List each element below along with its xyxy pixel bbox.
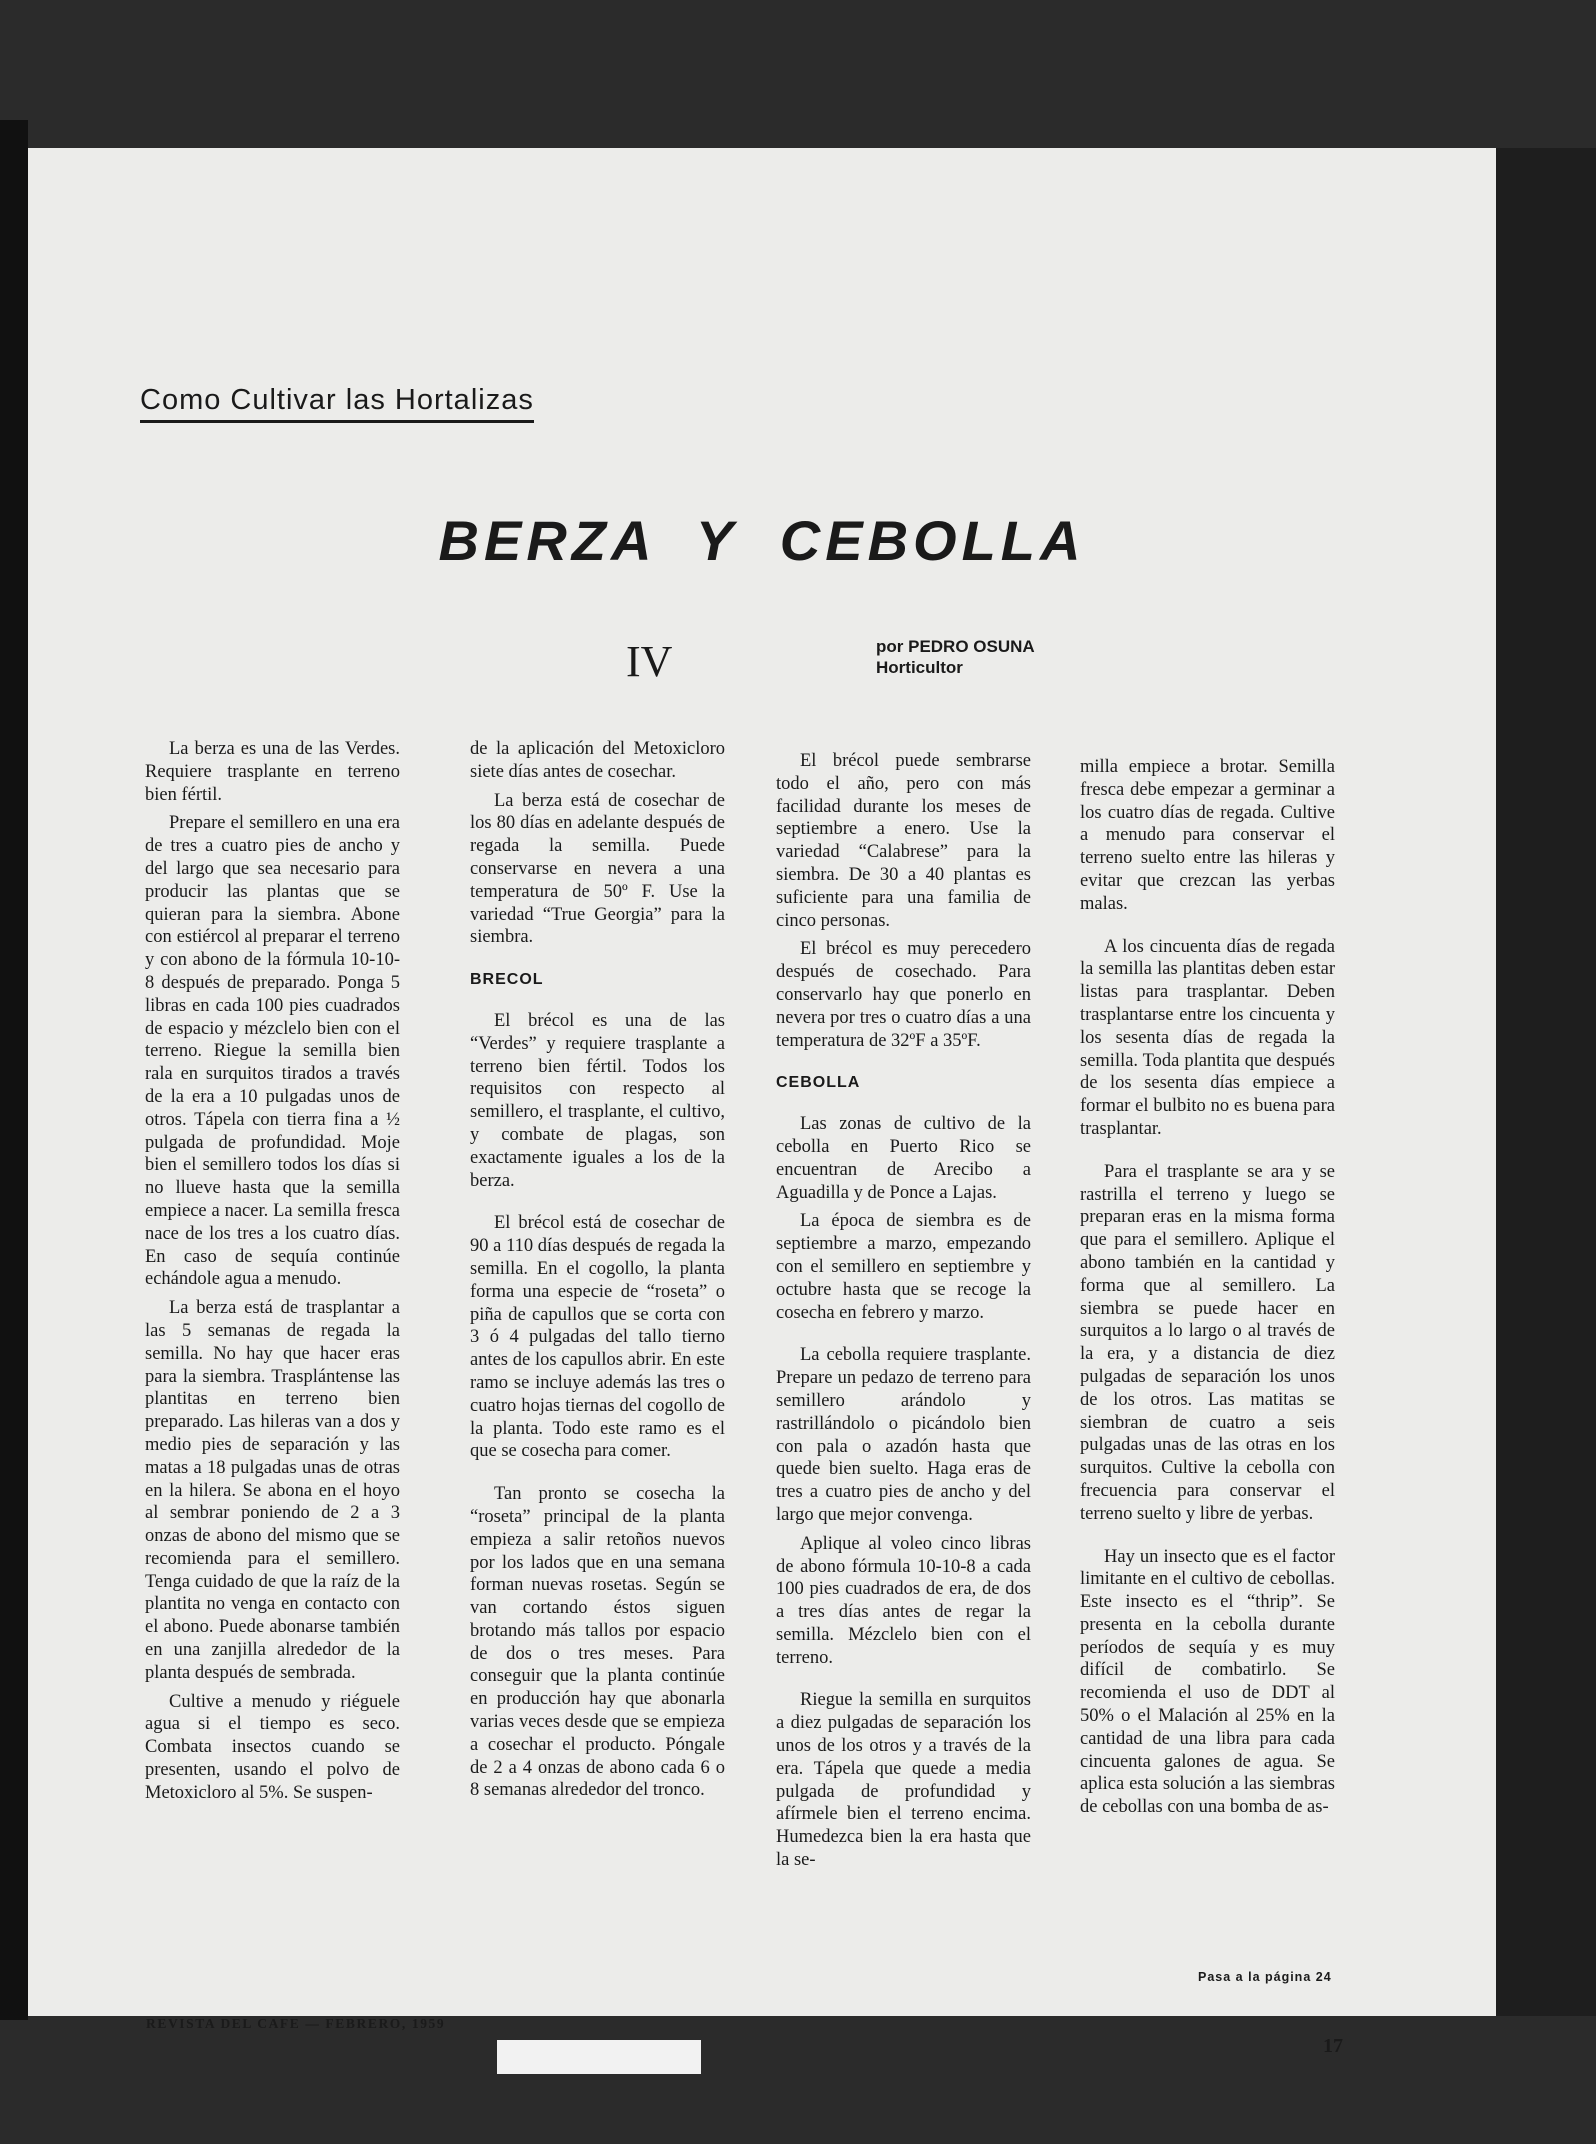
paragraph: El brécol puede sembrarse todo el año, pero con más facilidad durante los meses de septiembre a enero. Use la variedad “Calabrese” para la siembra. De 30 a 40 plantas es suficiente para una familia de cinco personas.: [776, 751, 1031, 931]
author-role: Horticultor: [876, 658, 963, 677]
paragraph: La berza está de trasplantar a las 5 semanas de regada la semilla. No hay que hacer eras para la siembra. Trasplántense las plantitas en terreno bien preparado. Las hileras van a dos y medio pies de separación y las matas a 18 pulgadas unas de otras en la hilera. Se abona en el hoyo al sembrar poniendo de 2 a 3 onzas de abono del mismo que se recomienda para el semillero. Tenga cuidado de que la raíz de la plantita no venga en contacto con el abono. Puede abonarse también en una zanjilla alrededor de la planta después de sembrada.: [145, 1298, 400, 1683]
paragraph: A los cincuenta días de regada la semilla las plantitas deben estar listas para trasplantar. Deben trasplantarse entre los cincuenta y los sesenta días de regada la semilla. Toda plantita que después de los sesenta días empiece a formar el bulbito no es buena para trasplantar.: [1080, 936, 1335, 1139]
column-4: [1080, 756, 1335, 1825]
part-number: IV: [626, 637, 673, 686]
section-heading-brecol: BRECOL: [470, 971, 544, 989]
paragraph: El brécol es una de las “Verdes” y requiere trasplante a terreno bien fértil. Todos los requisitos con respecto al semillero, el trasplante, el cultivo, y combate de plagas, son exactamente iguales a los de la berza.: [470, 1010, 725, 1191]
column-2: [470, 738, 725, 1808]
byline: [876, 636, 1035, 678]
section-heading-cebolla: CEBOLLA: [776, 1074, 861, 1092]
scan-tab-strip: [497, 2040, 701, 2074]
paragraph: La berza está de cosechar de los 80 días en adelante después de regada la semilla. Puede conservarse en nevera a una temperatura de 50º F. Use la variedad “True Georgia” para la siembra.: [470, 790, 725, 948]
paragraph: Cultive a menudo y riéguele agua si el tiempo es seco. Combata insectos cuando se presenten, usando el polvo de Metoxicloro al 5%. Se suspen-: [145, 1691, 400, 1803]
paragraph: milla empiece a brotar. Semilla fresca debe empezar a germinar a los cuatro días de regada. Cultive a menudo para conservar el terreno suelto entre las hileras y evitar que crezcan las yerbas malas.: [1080, 757, 1335, 914]
paragraph: La cebolla requiere trasplante. Prepare un pedazo de terreno para semillero arándolo y rastrillándolo o picándolo bien con pala o azadón hasta que quede bien suelto. Haga eras de tres a cuatro pies de ancho y del largo que mejor convenga.: [776, 1345, 1031, 1525]
scan-left-edge: [0, 120, 28, 2020]
paragraph: Aplique al voleo cinco libras de abono fórmula 10-10-8 a cada 100 pies cuadrados de era, de dos a tres días antes de regar la semilla. Mézclelo bien con el terreno.: [776, 1533, 1031, 1668]
page-number: 17: [1323, 2035, 1343, 2057]
paragraph: El brécol está de cosechar de 90 a 110 días después de regada la semilla. En el cogollo, la planta forma una especie de “roseta” o piña de capullos que se corta con 3 ó 4 pulgadas del tallo tierno antes de los capullos abrir. En este ramo se incluye además las tres o cuatro hojas tiernas del cogollo de la planta. Todo este ramo es el que se cosecha para comer.: [470, 1213, 725, 1462]
continuation-note: Pasa a la página 24: [1198, 1970, 1332, 1984]
paragraph: de la aplicación del Metoxicloro siete días antes de cosechar.: [470, 739, 725, 782]
scan-right-shadow: [1496, 148, 1596, 2016]
paragraph: Riegue la semilla en surquitos a diez pulgadas de separación los unos de los otros y a través de la era. Tápela que quede a media pulgada de profundidad y afírmele bien el terreno encima. Humedezca bien la era hasta que la se-: [776, 1690, 1031, 1871]
paragraph: La berza es una de las Verdes. Requiere trasplante en terreno bien fértil.: [145, 739, 400, 805]
paragraph: Las zonas de cultivo de la cebolla en Puerto Rico se encuentran de Arecibo a Aguadilla y de Ponce a Lajas.: [776, 1114, 1031, 1203]
column-1: [145, 738, 400, 1811]
article-title: BERZA Y CEBOLLA: [438, 509, 1086, 572]
magazine-page: [28, 148, 1496, 2057]
author-name: por PEDRO OSUNA: [876, 637, 1035, 656]
paragraph: Hay un insecto que es el factor limitante en el cultivo de cebollas. Este insecto es el “thrip”. Se presenta en la cebolla durante períodos de sequía y es muy difícil de combatirlo. Se recomienda el uso de DDT al 50% o el Malación al 25% en la cantidad de una libra para cada cincuenta galones de agua. Se aplica esta solución a las siembras de cebollas con una bomba de as-: [1080, 1546, 1335, 1818]
paragraph: Prepare el semillero en una era de tres a cuatro pies de ancho y del largo que sea necesario para producir las plantas que se quieran para la siembra. Abone con estiércol al preparar el terreno y con abono de la fórmula 10-10-8 después de preparado. Ponga 5 libras en cada 100 pies cuadrados de espacio y mézclelo bien con el terreno. Riegue la semilla bien rala en surquitos tirados a través de la era a 10 pulgadas unos de otros. Tápela con tierra fina a ½ pulgada de profundidad. Moje bien el semillero todos los días si no llueve hasta que la semilla empiece a nacer. La semilla fresca nace de los tres a los cuatro días. En caso de sequía continúe echándole agua a menudo.: [145, 813, 400, 1290]
column-3: [776, 750, 1031, 1878]
paragraph: El brécol es muy perecedero después de cosechado. Para conservarlo hay que ponerlo en nevera por tres o cuatro días a una temperatura de 32ºF a 35ºF.: [776, 939, 1031, 1051]
series-heading: Como Cultivar las Hortalizas: [140, 384, 534, 423]
paragraph: Tan pronto se cosecha la “roseta” principal de la planta empieza a salir retoños nuevos por los lados que en una semana forman nuevas rosetas. Según se van cortando éstos siguen brotando más tallos por espacio de dos o tres meses. Para conseguir que la planta continúe en producción hay que abonarla varias veces desde que se empieza a cosechar el producto. Póngale de 2 a 4 onzas de abono cada 6 o 8 semanas alrededor del tronco.: [470, 1484, 725, 1801]
page-footer: REVISTA DEL CAFE — FEBRERO, 1959: [146, 2016, 446, 2031]
paragraph: Para el trasplante se ara y se rastrilla el terreno y luego se preparan eras en la misma forma que para el semillero. Aplique el abono también en la cantidad y forma que al semillero. La siembra se puede hacer en surquitos a lo largo o al través de la era, y a distancia de diez pulgadas de separación los unos de los otros. Las matitas se siembran de cuatro a seis pulgadas unas de las otras en los surquitos. Cultive la cebolla con frecuencia para conservar el terreno suelto y libre de yerbas.: [1080, 1161, 1335, 1524]
paragraph: La época de siembra es de septiembre a marzo, empezando con el semillero en septiembre y octubre hasta que se recoge la cosecha en febrero y marzo.: [776, 1211, 1031, 1323]
